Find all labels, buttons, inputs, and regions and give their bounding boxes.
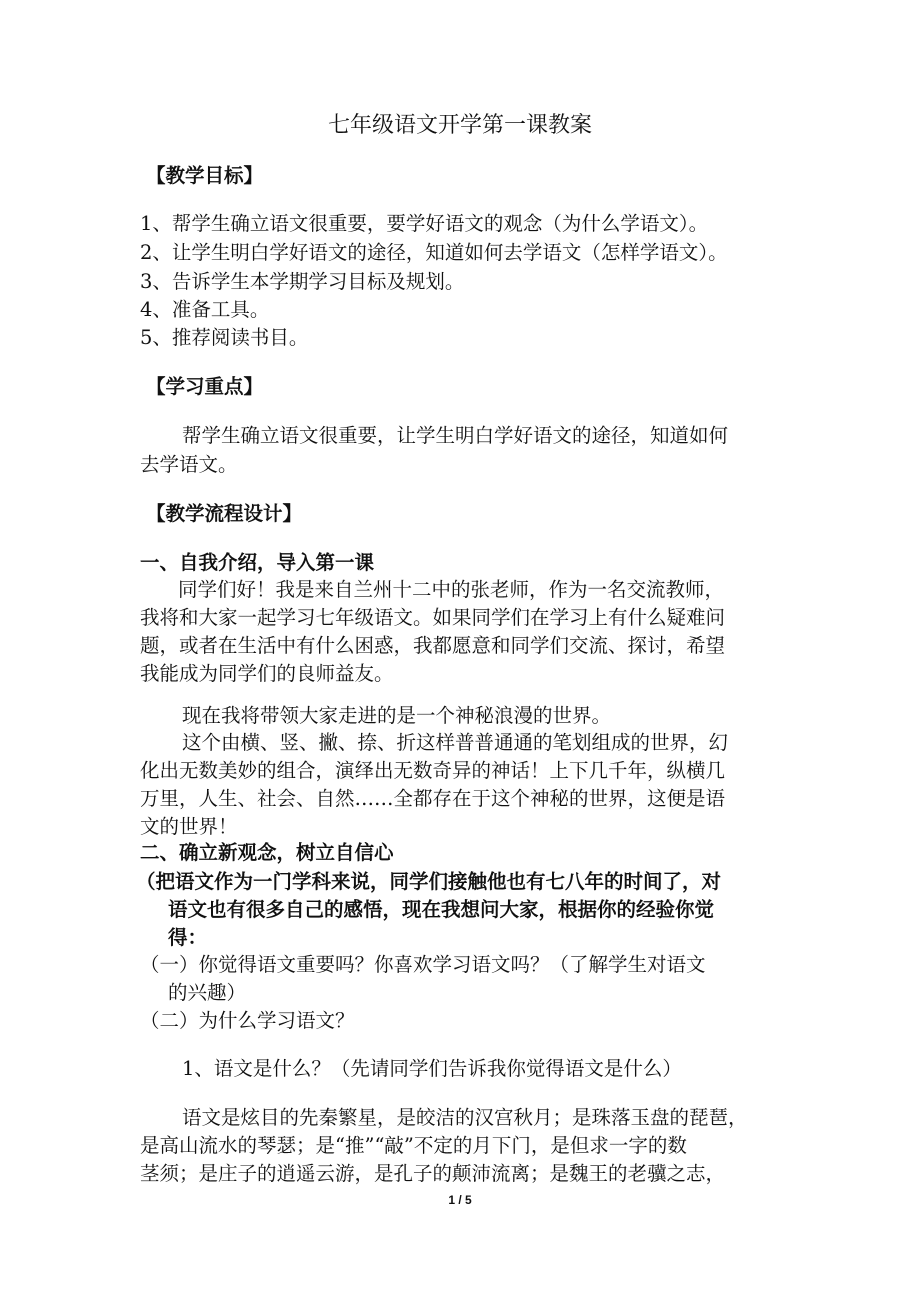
part2-note: 得： <box>168 926 208 949</box>
paragraph-line: 我能成为同学们的良师益友。 <box>140 662 394 685</box>
page-number: 1 / 5 <box>448 1193 472 1207</box>
heading-key-points: 【学习重点】 <box>146 375 264 398</box>
paragraph-line: 我将和大家一起学习七年级语文。如果同学们在学习上有什么疑难问 <box>140 606 726 629</box>
paragraph-line: 是高山流水的琴瑟；是“推”“敲”不定的月下门，是但求一字的数 <box>140 1134 687 1157</box>
part1-heading: 一、自我介绍，导入第一课 <box>140 551 375 574</box>
part2-note: （把语文作为一门学科来说，同学们接触他也有七八年的时间了，对 <box>136 870 722 893</box>
key-points-text: 帮学生确立语文很重要，让学生明白学好语文的途径，知道如何 <box>182 424 729 447</box>
paragraph-line: 现在我将带领大家走进的是一个神秘浪漫的世界。 <box>182 704 612 727</box>
paragraph-line: 这个由横、竖、撇、捺、折这样普普通通的笔划组成的世界，幻 <box>182 731 729 754</box>
goal-item: 4、准备工具。 <box>140 298 270 321</box>
paragraph-line: 同学们好！我是来自兰州十二中的张老师，作为一名交流教师， <box>178 578 725 601</box>
paragraph-line: 题，或者在生活中有什么困惑，我都愿意和同学们交流、探讨，希望 <box>140 634 726 657</box>
paragraph-line: 万里，人生、社会、自然……全都存在于这个神秘的世界，这便是语 <box>140 787 726 810</box>
document-title: 七年级语文开学第一课教案 <box>327 113 592 138</box>
goal-item: 3、告诉学生本学期学习目标及规划。 <box>140 270 465 293</box>
heading-teaching-goals: 【教学目标】 <box>146 164 264 187</box>
paragraph-line: 化出无数美妙的组合，演绎出无数奇异的神话！上下几千年，纵横几 <box>140 759 726 782</box>
paragraph-line: 文的世界！ <box>140 815 238 838</box>
sub-question: 1、语文是什么？（先请同学们告诉我你觉得语文是什么） <box>182 1057 682 1080</box>
part2-note: 语文也有很多自己的感悟，现在我想问大家，根据你的经验你觉 <box>168 898 715 921</box>
paragraph-line: 语文是炫目的先秦繁星，是皎洁的汉宫秋月；是珠落玉盘的琵琶， <box>182 1106 748 1129</box>
paragraph-line: 茎须；是庄子的逍遥云游，是孔子的颠沛流离；是魏王的老骥之志， <box>140 1162 726 1185</box>
key-points-text: 去学语文。 <box>140 453 238 476</box>
goal-item: 1、帮学生确立语文很重要，要学好语文的观念（为什么学语文）。 <box>140 212 709 235</box>
goal-item: 5、推荐阅读书目。 <box>140 326 309 349</box>
question-line: （二）为什么学习语文？ <box>140 1009 355 1032</box>
question-line: （一）你觉得语文重要吗？你喜欢学习语文吗？（了解学生对语文 <box>140 953 706 976</box>
part2-heading: 二、确立新观念，树立自信心 <box>140 841 394 864</box>
goal-item: 2、让学生明白学好语文的途径，知道如何去学语文（怎样学语文）。 <box>140 241 728 264</box>
heading-process-design: 【教学流程设计】 <box>146 502 303 525</box>
question-line: 的兴趣） <box>168 981 247 1004</box>
